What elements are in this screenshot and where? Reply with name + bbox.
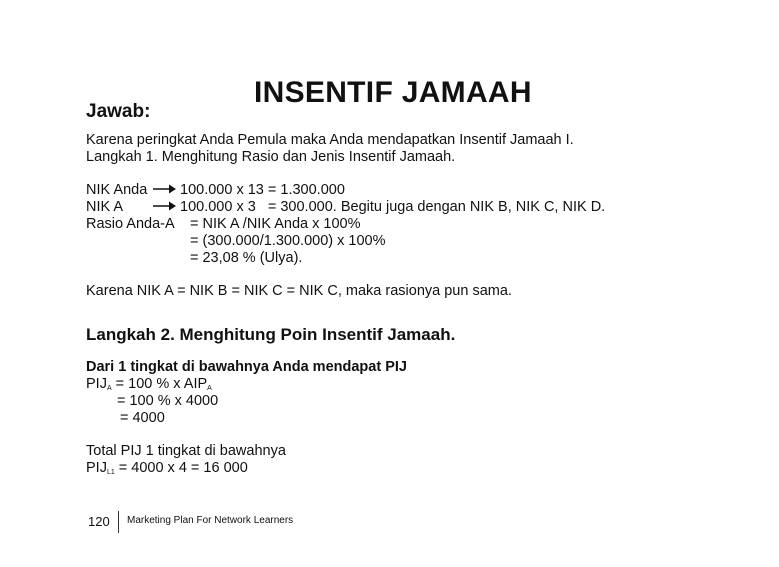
subscript-a: A — [207, 385, 212, 392]
nik-a-label: NIK A — [86, 199, 124, 215]
nik-anda-value: 100.000 x 13 = 1.300.000 — [180, 182, 345, 198]
footer-book-title: Marketing Plan For Network Learners — [127, 515, 294, 526]
step2-heading: Langkah 2. Menghitung Poin Insentif Jamaah. — [86, 325, 456, 344]
rasio-label: Rasio Anda-A — [86, 216, 175, 232]
rasio-line-1: = NIK A /NIK Anda x 100% — [190, 216, 361, 232]
conclusion-text: Karena NIK A = NIK B = NIK C = NIK C, maka rasionya pun sama. — [86, 283, 512, 299]
pij-equation-2: = 100 % x 4000 — [117, 393, 219, 409]
intro-line-1: Karena peringkat Anda Pemula maka Anda mendapatkan Insentif Jamaah I. — [86, 132, 574, 148]
pij-symbol: PIJ — [86, 460, 107, 476]
total-pij-label: Total PIJ 1 tingkat di bawahnya — [86, 443, 286, 459]
rasio-line-2: = (300.000/1.300.000) x 100% — [190, 233, 386, 249]
pij-eq1-mid: = 100 % x AIP — [111, 376, 208, 392]
right-arrow-icon — [153, 200, 177, 212]
nik-a-value: 100.000 x 3 = 300.000. Begitu juga dengan NIK B, NIK C, NIK D. — [180, 199, 606, 215]
total-eq: = 4000 x 4 = 16 000 — [114, 460, 248, 476]
step2-subheading: Dari 1 tingkat di bawahnya Anda mendapat PIJ — [86, 359, 407, 375]
rasio-line-3: = 23,08 % (Ulya). — [190, 250, 303, 266]
total-pij-equation — [86, 460, 248, 481]
pij-equation-3: = 4000 — [120, 410, 165, 426]
page-title: INSENTIF JAMAAH — [254, 76, 532, 109]
nik-anda-label: NIK Anda — [86, 182, 148, 198]
intro-line-2: Langkah 1. Menghitung Rasio dan Jenis Insentif Jamaah. — [86, 149, 456, 165]
subscript-l1: L1 — [106, 469, 115, 476]
pij-symbol: PIJ — [86, 376, 107, 392]
jawab-label: Jawab: — [86, 101, 151, 122]
footer-divider — [118, 511, 119, 533]
page-number: 120 — [88, 514, 110, 529]
subscript-a: A — [106, 385, 112, 392]
right-arrow-icon — [153, 183, 177, 195]
